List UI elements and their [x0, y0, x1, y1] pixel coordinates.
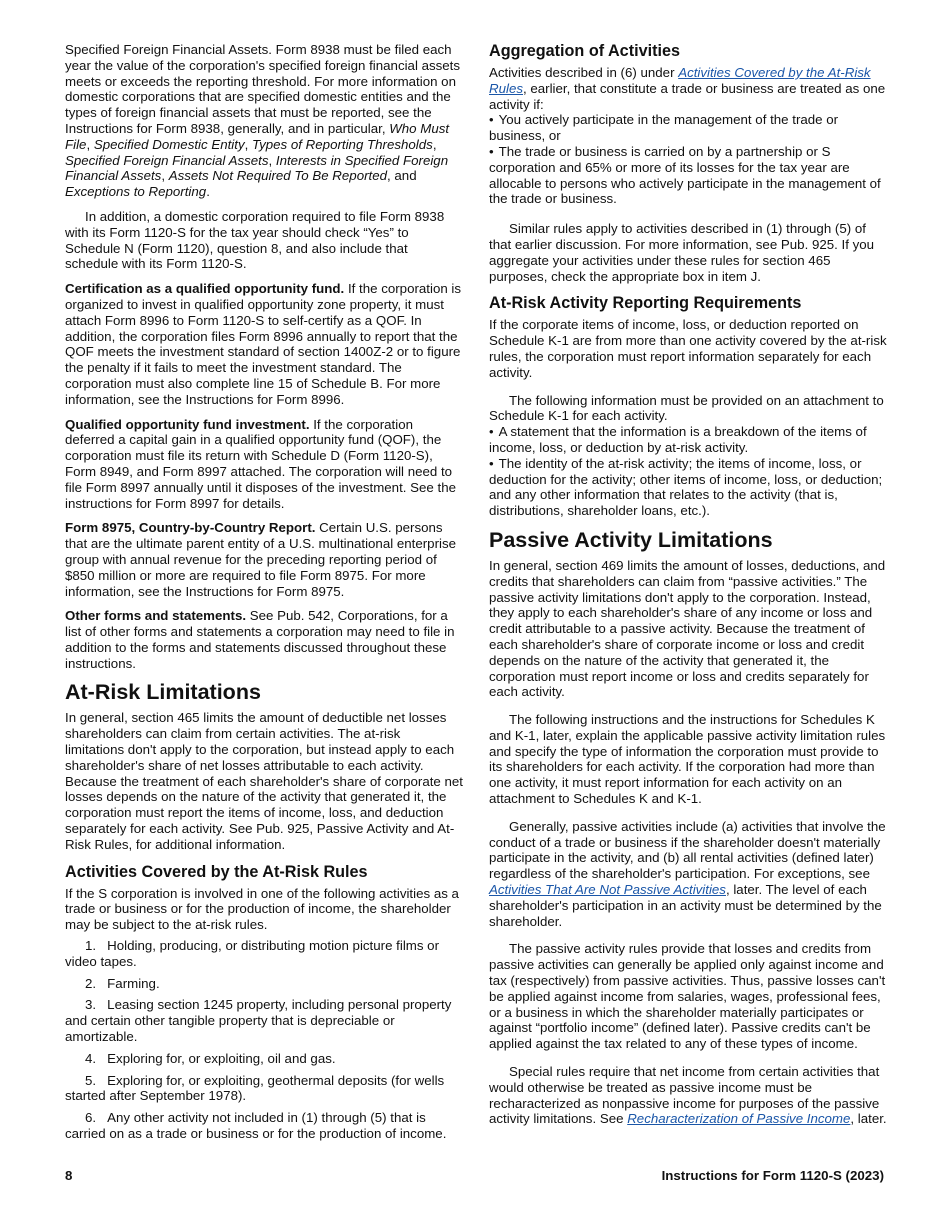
other-forms-heading: Other forms and statements.: [65, 608, 247, 624]
schedule-n-paragraph: In addition, a domestic corporation required to file Form 8938 with its Form 1120-S for the tax year should check “Yes” to Schedule N (Form 1120), question 8, and also include that schedule with its Form 1120-S.: [65, 208, 445, 272]
right-column: [489, 42, 887, 1136]
list-item: • You actively participate in the management of the trade or business, or: [489, 112, 839, 144]
passive-paragraph-5: Special rules require that net income from certain activities that would otherwise be treated as passive income must be recharacterized as nonpassive income for purposes of the passive activity limitations. See Recharacterization of Passive Income, later.: [489, 1064, 887, 1127]
bullet-icon: •: [489, 143, 494, 159]
form-8975-heading: Form 8975, Country-by-Country Report.: [65, 520, 316, 536]
list-item: 1. Holding, producing, or distributing motion picture films or video tapes.: [65, 938, 440, 969]
passive-paragraph-3: Generally, passive activities include (a) activities that involve the conduct of a trade or business if the shareholder doesn't materially participate in the activity, and (b) all rental activities (defined later) regardless of the shareholder's participation. For exceptions, see Activities That Are Not Passive Activities, later. The level of each shareholder's participation in an activity must be determined by the shareholder.: [489, 818, 886, 929]
page-number: 8: [65, 1168, 73, 1183]
qof-certification-paragraph: Certification as a qualified opportunity fund. If the corporation is organized to invest in qualified opportunity zone property, it must attach Form 8996 to Form 1120-S to self-certify as a QOF. In addition, the corporation files Form 8996 annually to report that the QOF meets the investment standard of section 1400Z-2 or to figure the penalty if it fails to meet the investment standard. The corporation must also complete line 15 of Schedule B. For more information, see the Instructions for Form 8996.: [65, 281, 462, 407]
passive-paragraph-4: The passive activity rules provide that losses and credits from passive activities can generally be applied only against income and tax (respectively) from passive activities. Thus, passive losses can't be applied against income from salaries, wages, professional fees, or a business in which the shareholder materially participates or against “portfolio income” (defined later). Passive credits can't be applied against the tax related to any of these types of income.: [489, 941, 886, 1052]
passive-activity-heading: Passive Activity Limitations: [489, 527, 773, 552]
list-item: 4. Exploring for, or exploiting, oil and gas.: [85, 1050, 336, 1066]
list-item: • The identity of the at-risk activity; the items of income, loss, or deduction for the activity; other items of income, loss, or deduction; and any other information that relates to the activity (that is, distributions, shareholder loans, etc.).: [489, 455, 883, 519]
reporting-paragraph-1: If the corporate items of income, loss, or deduction reported on Schedule K-1 are from more than one activity covered by the at-risk rules, the corporation must report information separately for each activity.: [489, 317, 887, 380]
passive-paragraph-1: In general, section 469 limits the amount of losses, deductions, and credits that shareholders can claim from “passive activities.” The passive activity limitations don't apply to the corporation. Instead, they apply to each shareholder's share of any income or loss and credit attributable to a passive activity. Because the treatment of each shareholder's share of corporate income or loss and credit depends on the nature of the activity that generated it, the corporation must report income or loss and credits separately for each activity.: [489, 557, 886, 700]
reporting-paragraph-2: The following information must be provided on an attachment to Schedule K-1 for each activity.: [489, 392, 884, 424]
activities-covered-link[interactable]: Activities Covered by the At-Risk Rules: [489, 65, 871, 96]
recharacterization-link[interactable]: Recharacterization of Passive Income: [627, 1111, 851, 1127]
qof-certification-heading: Certification as a qualified opportunity fund.: [65, 281, 345, 297]
activities-covered-paragraph: If the S corporation is involved in one of the following activities as a trade or business or for the production of income, the shareholder may be subject to the at-risk rules.: [65, 885, 459, 933]
reporting-requirements-heading: At-Risk Activity Reporting Requirements: [489, 294, 802, 313]
activities-covered-heading: Activities Covered by the At-Risk Rules: [65, 862, 368, 881]
form-8975-paragraph: Form 8975, Country-by-Country Report. Certain U.S. persons that are the ultimate parent entity of a U.S. multinational enterprise group with annual revenue for the preceding reporting period of $850 million or more are required to file Form 8975. For more information, see the Instructions for Form 8975.: [65, 520, 456, 599]
qof-investment-paragraph: Qualified opportunity fund investment. If the corporation deferred a capital gain in a qualified opportunity fund (QOF), the corporation must file its return with Schedule D (Form 1120-S), Form 8949, and Form 8997 attached. The corporation will need to file Form 8997 annually until it disposes of the investment. See the instructions for Form 8997 for details.: [65, 416, 456, 511]
bullet-icon: •: [489, 112, 494, 128]
form-8938-paragraph: Specified Foreign Financial Assets. Form 8938 must be filed each year the value of the corporation's specified foreign financial assets meets or exceeds the reporting threshold. For more information on domestic corporations that are specified domestic entities and the types of foreign financial assets that must be reported, see the Instructions for Form 8938, generally, and in particular, Who Must File, Specified Domestic Entity, Types of Reporting Thresholds, Specified Foreign Financial Assets, Interests in Specified Foreign Financial Assets, Assets Not Required To Be Reported, and Exceptions to Reporting.: [65, 42, 461, 200]
aggregation-heading: Aggregation of Activities: [489, 42, 680, 60]
aggregation-paragraph: Activities described in (6) under Activities Covered by the At-Risk Rules, earlier, that constitute a trade or business are treated as one activity if:: [489, 65, 886, 112]
list-item: • A statement that the information is a breakdown of the items of income, loss, or deduction by at-risk activity.: [489, 424, 867, 455]
bullet-icon: •: [489, 455, 494, 471]
list-item: 5. Exploring for, or exploiting, geothermal deposits (for wells started after September 1978).: [65, 1072, 445, 1104]
list-item: 6. Any other activity not included in (1) through (5) that is carried on as a trade or business or for the production of income.: [65, 1110, 447, 1142]
not-passive-activities-link[interactable]: Activities That Are Not Passive Activities: [489, 882, 726, 898]
form-title-footer: Instructions for Form 1120-S (2023): [661, 1168, 884, 1183]
qof-investment-heading: Qualified opportunity fund investment.: [65, 416, 310, 432]
left-column: [65, 42, 463, 1148]
passive-paragraph-2: The following instructions and the instructions for Schedules K and K-1, later, explain the applicable passive activity limitation rules and specify the type of information the corporation must provide to its shareholders for each activity. If the corporation had more than one activity, it must report information for each activity on an attachment to Schedules K and K-1.: [489, 712, 886, 807]
bullet-icon: •: [489, 424, 494, 440]
other-forms-paragraph: Other forms and statements. See Pub. 542, Corporations, for a list of other forms and statements a corporation may need to file in addition to the forms and statements discussed throughout these instructions.: [65, 608, 455, 671]
at-risk-limitations-heading: At-Risk Limitations: [65, 680, 261, 705]
at-risk-limitations-paragraph: In general, section 465 limits the amount of deductible net losses shareholders can claim from certain activities. The at-risk limitations don't apply to the corporation, but instead apply to each shareholder's share of net losses attributable to each activity. Because the treatment of each shareholder's share of corporate net losses depends on the nature of the activity that generated it, the corporation must report the items of income, loss, and deduction separately for each activity. See Pub. 925, Passive Activity and At-Risk Rules, for additional information.: [65, 710, 463, 852]
list-item: 3. Leasing section 1245 property, including personal property and certain other tangible property that is depreciable or amortizable.: [65, 997, 452, 1045]
aggregation-similar-rules-paragraph: Similar rules apply to activities described in (1) through (5) of that earlier discussion. For more information, see Pub. 925. If you aggregate your activities under these rules for section 465 purposes, check the appropriate box in item J.: [489, 221, 875, 284]
list-item: 2. Farming.: [85, 975, 160, 991]
list-item: • The trade or business is carried on by a partnership or S corporation and 65% or more of its losses for the tax year are allocable to persons who actively participate in the management of the trade or business.: [489, 143, 881, 207]
